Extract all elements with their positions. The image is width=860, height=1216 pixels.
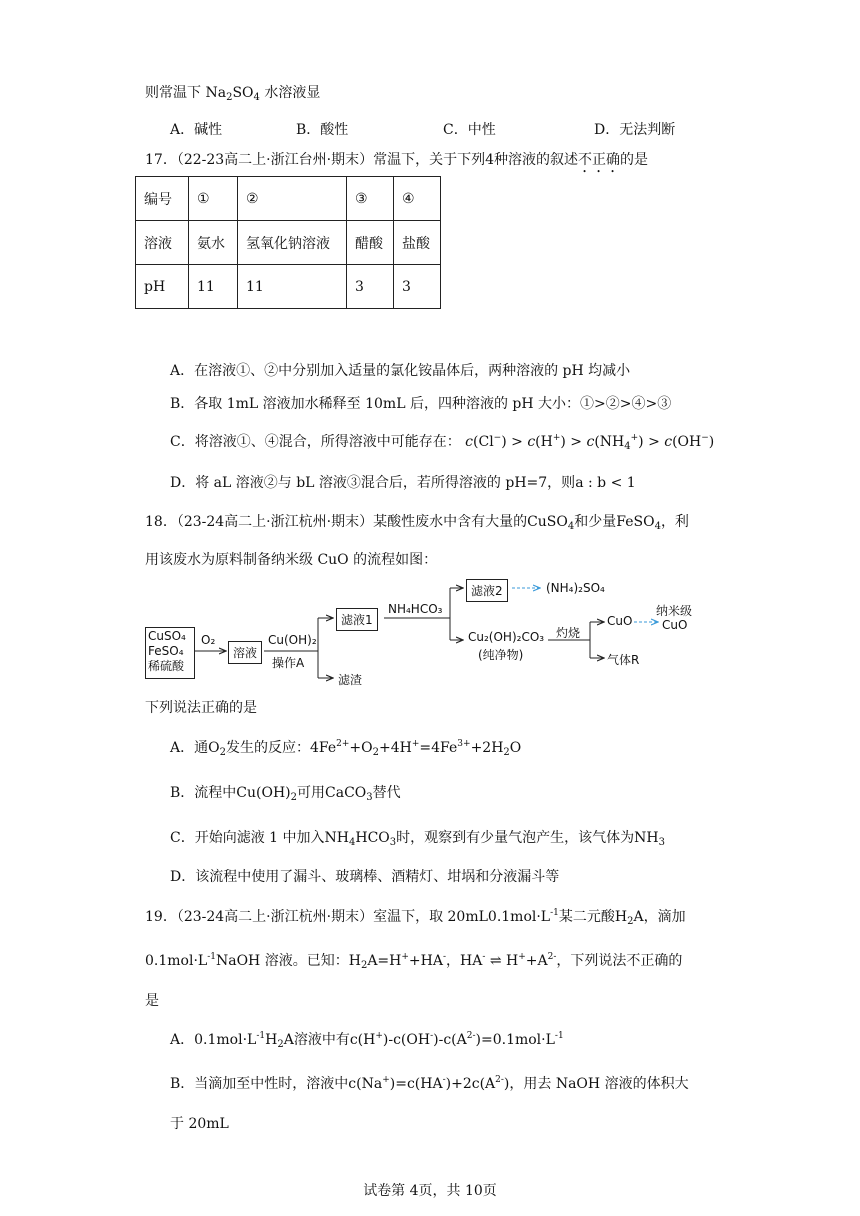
- q18-stem-line2: 用该废水为原料制备纳米级 CuO 的流程如图：: [145, 552, 438, 568]
- flow-diagram-lines: [0, 578, 860, 688]
- flow-basic-carbonate-label: Cu₂(OH)₂CO₃: [468, 630, 545, 644]
- q18-option-c: C．开始向滤液 1 中加入$NH_4HCO_3$时，观察到有少量气泡产生，该气体为$NH_3$: [170, 830, 665, 848]
- q18-stem: 18．（23-24高二上·浙江杭州·期末）某酸性废水中含有大量的CuSO$_4$和少量FeSO$_4$，利: [145, 514, 689, 532]
- flow-nano-label-1: 纳米级: [656, 604, 693, 618]
- table-row: pH 11 11 3 3: [136, 265, 441, 309]
- q17-table: [135, 176, 441, 309]
- q16-option-a: A．碱性: [170, 122, 223, 138]
- q19-stem-line2: $0.1mol\cdot L^{-1}NaOH$ 溶液。已知：$H_2A=H^++HA^-$，HA- ⇌ $H^++A^{2-}$，下列说法不正确的: [145, 952, 683, 971]
- q17-option-a: A．在溶液①、②中分别加入适量的氯化铵晶体后，两种溶液的 pH 均减小: [170, 363, 631, 379]
- q19-option-a: A．$0.1mol\cdot L^{-1}H_2A$溶液中有$c(H^+)-c(OH^-)-c(A^{2-})=0.1mol\cdot L^{-1}$: [170, 1031, 564, 1050]
- formula-na2so4: $Na_2SO_4$: [205, 85, 260, 103]
- q16-option-b: B．酸性: [296, 122, 349, 138]
- table-row: 溶液 氨水 氢氧化钠溶液 醋酸 盐酸: [136, 221, 441, 265]
- ion-inequality: c: [465, 434, 474, 450]
- q18-option-d: D．该流程中使用了漏斗、玻璃棒、酒精灯、坩埚和分液漏斗等: [170, 869, 560, 885]
- flow-gas-label: 气体R: [607, 653, 640, 667]
- flow-pure-label: (纯净物): [478, 648, 524, 662]
- flow-cuoh2-label: Cu(OH)₂: [268, 633, 317, 647]
- flow-start-box: CuSO₄ FeSO₄ 稀硫酸: [145, 627, 195, 679]
- q19-stem: 19．（23-24高二上·浙江杭州·期末）室温下，取 $20mL0.1mol\cdot L^{-1}$某二元酸$H_2A$，滴加: [145, 908, 686, 927]
- flow-nano-label-2: CuO: [662, 618, 688, 632]
- flow-filtrate2-box: 滤液2: [466, 579, 508, 602]
- q17-option-d: D．将 aL 溶液②与 bL 溶液③混合后，若所得溶液的 pH=7，则a : b < 1: [170, 475, 636, 491]
- q19-option-b-line2: 于 20mL: [170, 1116, 229, 1132]
- q18-option-a: A．通$O_2$发生的反应：$4Fe^{2+}+O_2+4H^+=4Fe^{3+}+2H_2O$: [170, 739, 522, 758]
- q16-option-c: C．中性: [443, 122, 496, 138]
- q16-option-d: D．无法判断: [594, 122, 676, 138]
- table-row: 编号 ① ② ③ ④: [136, 177, 441, 221]
- flow-op-label: 操作A: [272, 656, 305, 670]
- page-footer: 试卷第 4页，共 10页: [363, 1183, 497, 1199]
- flow-solution-box: 溶液: [228, 641, 262, 664]
- flow-residue-label: 滤渣: [338, 673, 363, 687]
- q17-option-b: B．各取 1mL 溶液加水稀释至 10mL 后，四种溶液的 pH 大小：①>②>④>③: [170, 396, 672, 412]
- flow-burn-label: 灼烧: [556, 626, 581, 640]
- q17-stem: 17．（22-23高二上·浙江台州·期末）常温下，关于下列4种溶液的叙述不正确的是: [145, 152, 648, 168]
- flow-filtrate1-box: 滤液1: [336, 608, 378, 631]
- flow-nh42so4-label: (NH₄)₂SO₄: [546, 581, 605, 595]
- q16-stem-tail: 则常温下 $Na_2SO_4$ 水溶液显: [145, 85, 321, 103]
- flow-cuo-label: CuO: [607, 614, 633, 628]
- flow-o2-label: O₂: [201, 633, 216, 647]
- q19-option-b: B．当滴加至中性时，溶液中$c(Na^+)=c(HA^-)+2c(A^{2-})$，用去 NaOH 溶液的体积大: [170, 1075, 689, 1092]
- q19-stem-line3: 是: [145, 993, 159, 1009]
- q18-option-b: B．流程中$Cu(OH)_2$可用CaCO$_3$替代: [170, 785, 401, 803]
- q18-question: 下列说法正确的是: [145, 700, 257, 716]
- q17-option-c: C．将溶液①、④混合，所得溶液中可能存在： $c(Cl^-) > c(H^+) > c(NH_4^+) > c(OH^-)$: [170, 433, 715, 452]
- flow-nh4hco3-label: NH₄HCO₃: [388, 602, 443, 616]
